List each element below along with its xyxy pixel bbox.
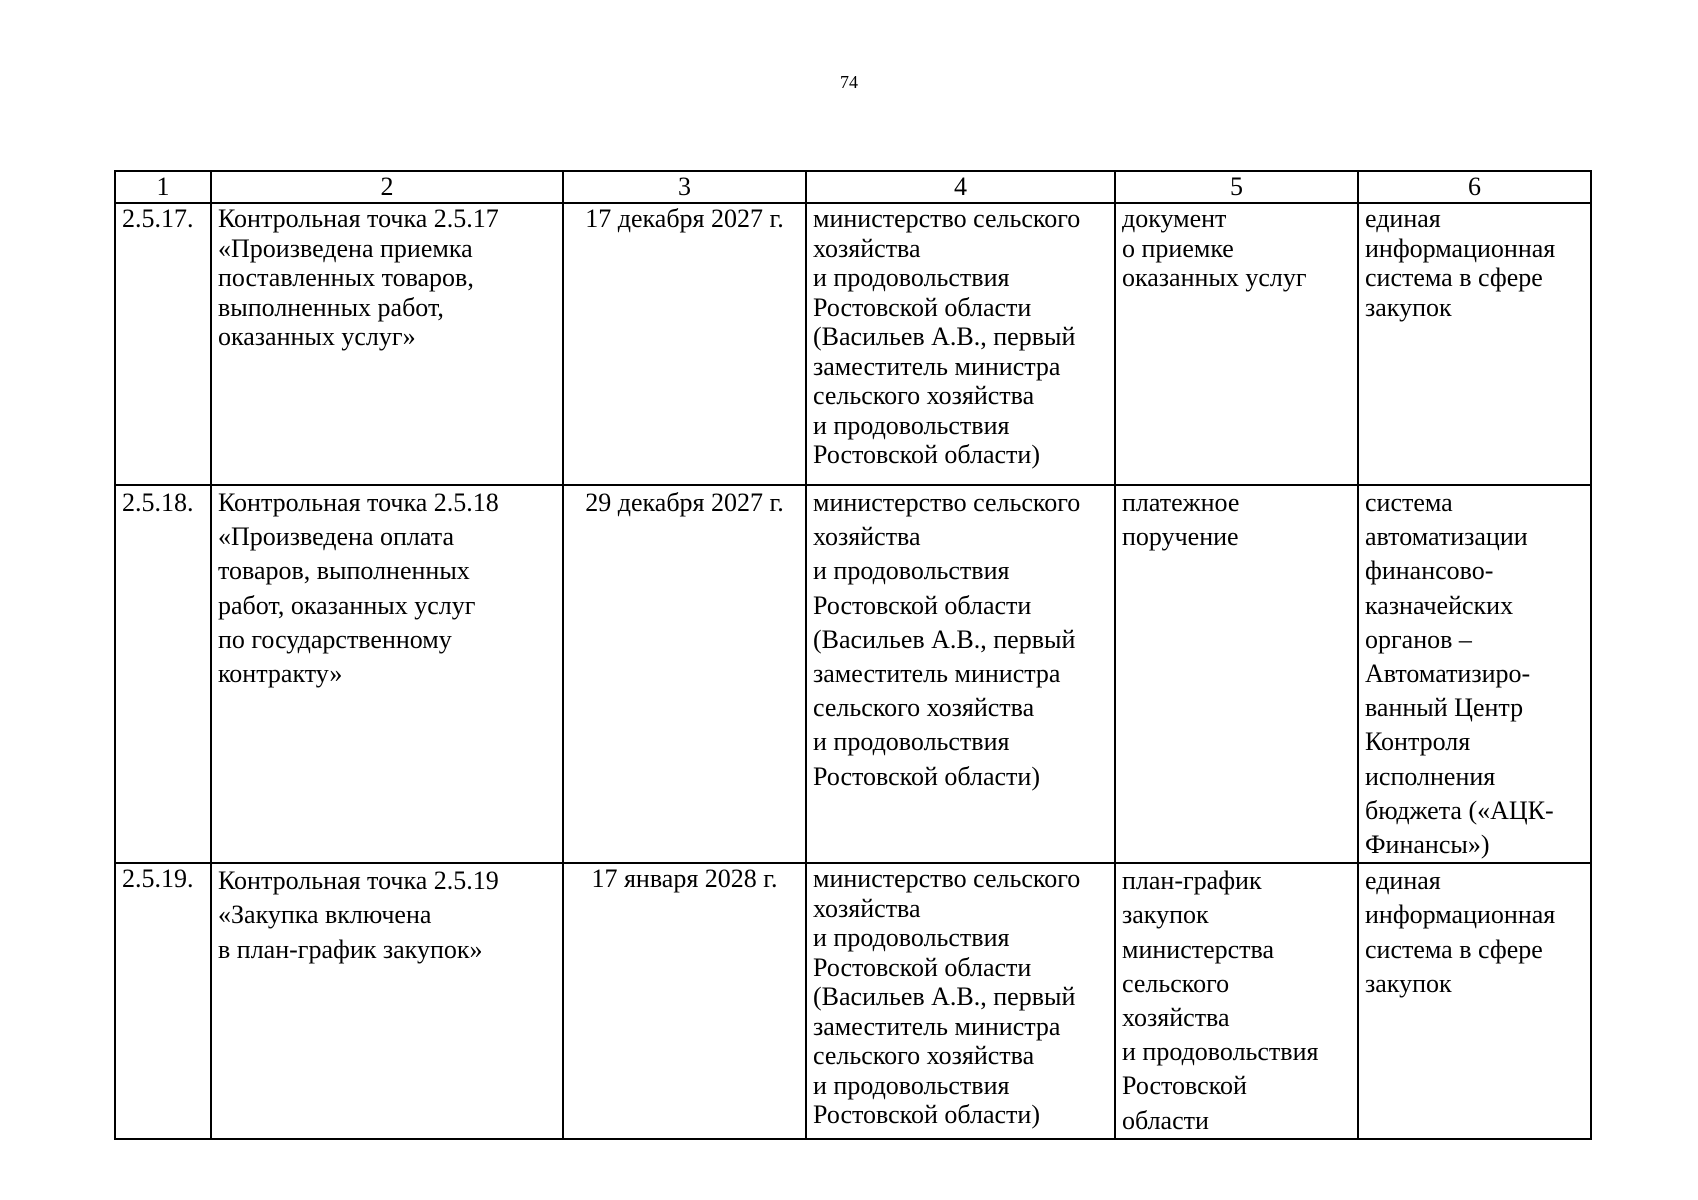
information-system bbox=[1358, 203, 1591, 485]
column-header-6: 6 bbox=[1358, 171, 1591, 203]
information-system-text: единая информационная система в сфере закупок bbox=[1365, 204, 1556, 322]
table-row bbox=[115, 485, 1591, 863]
responsible-executor-text: министерство сельского хозяйства и продовольствия Ростовской области (Васильев А.В., первый заместитель министра сельского хозяйства и продовольствия Ростовской области) bbox=[813, 864, 1081, 1130]
confirming-document-text: платежное поручение bbox=[1122, 488, 1240, 552]
column-header-3: 3 bbox=[563, 171, 806, 203]
responsible-executor-text: министерство сельского хозяйства и продовольствия Ростовской области (Васильев А.В., первый заместитель министра сельского хозяйства и продовольствия Ростовской области) bbox=[813, 204, 1081, 469]
information-system bbox=[1358, 863, 1591, 1139]
deadline-date: 29 декабря 2027 г. bbox=[563, 485, 806, 863]
deadline-date: 17 декабря 2027 г. bbox=[563, 203, 806, 485]
responsible-executor bbox=[806, 203, 1115, 485]
information-system-text: система автоматизации финансово- казначейских органов – Автоматизиро- ванный Центр Контроля исполнения бюджета («АЦК- Финансы») bbox=[1365, 488, 1554, 860]
table-row bbox=[115, 863, 1591, 1139]
information-system bbox=[1358, 485, 1591, 863]
row-number: 2.5.18. bbox=[115, 485, 211, 863]
responsible-executor-text: министерство сельского хозяйства и продовольствия Ростовской области (Васильев А.В., первый заместитель министра сельского хозяйства и продовольствия Ростовской области) bbox=[813, 488, 1081, 791]
confirming-document-text: план-график закупок министерства сельского хозяйства и продовольствия Ростовской области bbox=[1122, 866, 1319, 1135]
control-point-title-text: Контрольная точка 2.5.19 «Закупка включена в план-график закупок» bbox=[218, 866, 499, 964]
responsible-executor bbox=[806, 485, 1115, 863]
row-number: 2.5.19. bbox=[115, 863, 211, 1139]
responsible-executor bbox=[806, 863, 1115, 1139]
information-system-text: единая информационная система в сфере закупок bbox=[1365, 866, 1556, 998]
column-header-1: 1 bbox=[115, 171, 211, 203]
column-header-2: 2 bbox=[211, 171, 563, 203]
confirming-document bbox=[1115, 203, 1358, 485]
row-number: 2.5.17. bbox=[115, 203, 211, 485]
table-header-row bbox=[115, 171, 1591, 203]
control-point-title bbox=[211, 203, 563, 485]
page-number: 74 bbox=[840, 72, 858, 92]
control-points-table bbox=[114, 170, 1592, 1140]
confirming-document bbox=[1115, 485, 1358, 863]
column-header-4: 4 bbox=[806, 171, 1115, 203]
control-point-title bbox=[211, 863, 563, 1139]
deadline-date: 17 января 2028 г. bbox=[563, 863, 806, 1139]
confirming-document bbox=[1115, 863, 1358, 1139]
control-point-title-text: Контрольная точка 2.5.18 «Произведена оплата товаров, выполненных работ, оказанных услуг по государственному контракту» bbox=[218, 488, 499, 689]
table-row bbox=[115, 203, 1591, 485]
column-header-5: 5 bbox=[1115, 171, 1358, 203]
control-point-title-text: Контрольная точка 2.5.17 «Произведена приемка поставленных товаров, выполненных работ, оказанных услуг» bbox=[218, 204, 499, 351]
control-point-title bbox=[211, 485, 563, 863]
confirming-document-text: документ о приемке оказанных услуг bbox=[1122, 204, 1307, 292]
